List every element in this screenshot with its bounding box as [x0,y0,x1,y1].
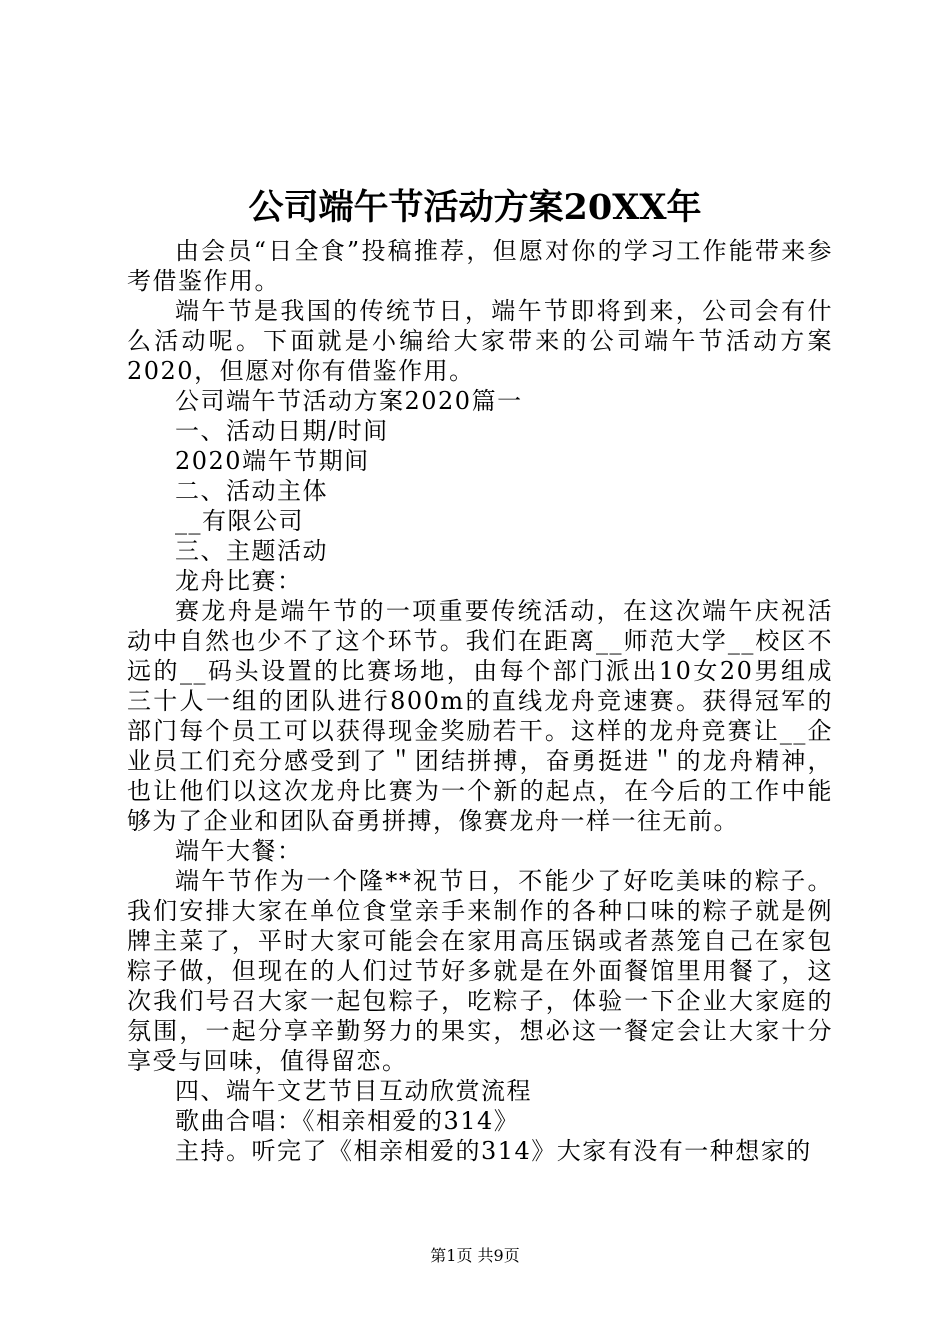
section-heading: 四、端午文艺节目互动欣赏流程 [175,1077,532,1105]
subsection-heading: 龙舟比赛： [175,567,303,595]
document-title: 公司端午节活动方案20XX年 [248,187,702,228]
document-body [127,236,833,1166]
page-footer: 第1页 共9页 [430,1246,520,1265]
paragraph: __有限公司 [175,507,304,535]
subsection-heading: 端午大餐： [175,837,303,865]
paragraph: 赛龙舟是端午节的一项重要传统活动，在这次端午庆祝活动中自然也少不了这个环节。我们在距离__师范大学__校区不远的__码头设置的比赛场地，由每个部门派出10女20男组成三十人一组的团队进行800m的直线龙舟竞速赛。获得冠军的部门每个员工可以获得现金奖励若干。这样的龙舟竞赛让__企业员工们充分感受到了＂团结拼搏，奋勇挺进＂的龙舟精神，也让他们以这次龙舟比赛为一个新的起点，在今后的工作中能够为了企业和团队奋勇拼搏，像赛龙舟一样一往无前。 [127,597,833,835]
paragraph: 歌曲合唱：《相亲相爱的314》 [175,1107,520,1135]
paragraph: 由会员“日全食”投稿推荐，但愿对你的学习工作能带来参考借鉴作用。 [127,237,833,295]
section-heading: 三、主题活动 [175,537,328,565]
section-heading: 二、活动主体 [175,477,328,505]
paragraph: 端午节是我国的传统节日，端午节即将到来，公司会有什么活动呢。下面就是小编给大家带来的公司端午节活动方案2020，但愿对你有借鉴作用。 [127,297,833,385]
paragraph: 主持。听完了《相亲相爱的314》大家有没有一种想家的 [175,1137,812,1165]
section-heading: 一、活动日期/时间 [175,417,389,445]
paragraph: 端午节作为一个隆**祝节日，不能少了好吃美味的粽子。我们安排大家在单位食堂亲手来制作的各种口味的粽子就是例牌主菜了，平时大家可能会在家用高压锅或者蒸笼自己在家包粽子做，但现在的人们过节好多就是在外面餐馆里用餐了，这次我们号召大家一起包粽子，吃粽子，体验一下企业大家庭的氛围，一起分享辛勤努力的果实，想必这一餐定会让大家十分享受与回味，值得留恋。 [127,867,833,1075]
paragraph: 2020端午节期间 [175,447,370,475]
section-heading: 公司端午节活动方案2020篇一 [175,387,523,415]
